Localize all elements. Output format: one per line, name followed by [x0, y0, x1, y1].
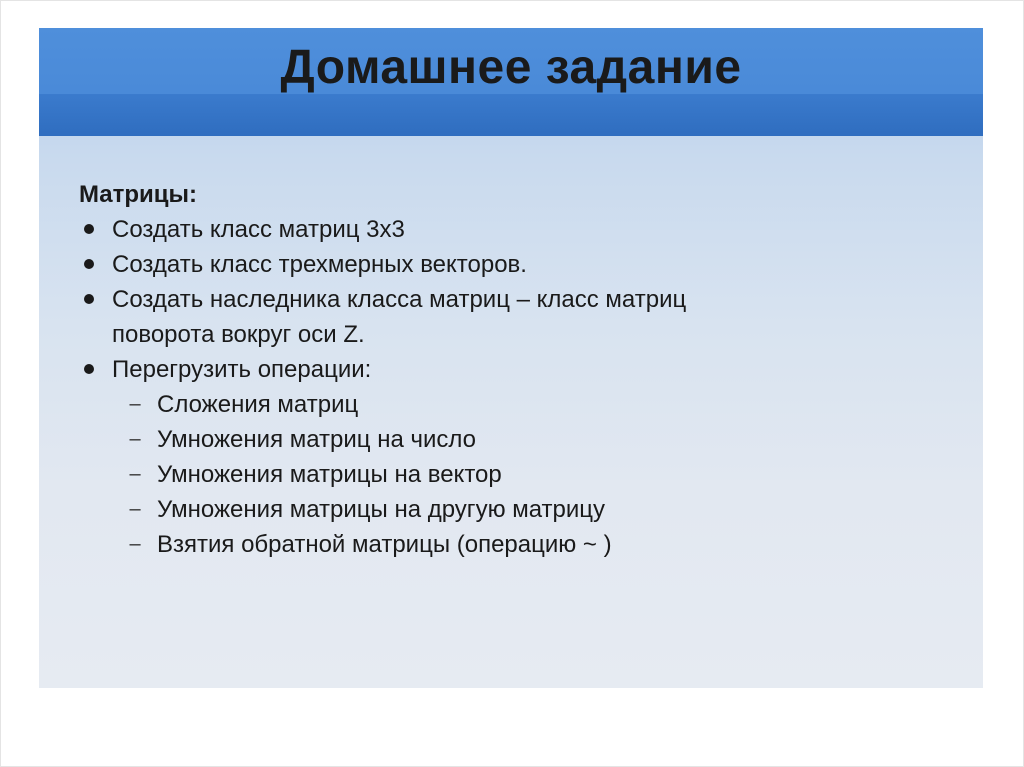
dash-icon: –: [129, 393, 141, 415]
sub-item-text: Умножения матриц на число: [157, 426, 477, 453]
sub-item-text: Умножения матрицы на другую матрицу: [157, 496, 606, 523]
bullet-text: Создать класс трехмерных векторов.: [112, 251, 527, 278]
slide-title: Домашнее задание: [280, 41, 742, 94]
slide-content: [79, 178, 959, 562]
slide: [39, 28, 983, 688]
sub-item: [79, 527, 959, 562]
dash-icon: –: [129, 428, 141, 450]
sub-item-text: Сложения матриц: [157, 391, 359, 418]
section-heading: Матрицы:: [79, 181, 198, 208]
bullet-text: Создать наследника класса матриц – класс матриц: [112, 286, 687, 313]
bullet-item: [79, 212, 959, 247]
bullet-text: Создать класс матриц 3х3: [112, 216, 405, 243]
bullet-item: [79, 247, 959, 282]
sub-item: [79, 422, 959, 457]
bullet-dot-icon: [84, 259, 94, 269]
sub-item: [79, 492, 959, 527]
dash-icon: –: [129, 463, 141, 485]
sub-item: [79, 387, 959, 422]
sub-item-text: Умножения матрицы на вектор: [157, 461, 502, 488]
bullet-item: [79, 282, 959, 352]
title-band-lower: [39, 94, 983, 136]
bullet-dot-icon: [84, 294, 94, 304]
bullet-text-continued: поворота вокруг оси Z.: [112, 321, 365, 348]
sub-list: [79, 387, 959, 562]
bullet-item: [79, 352, 959, 562]
sub-item: [79, 457, 959, 492]
bullet-list: [79, 212, 959, 562]
bullet-text: Перегрузить операции:: [112, 356, 372, 383]
dash-icon: –: [129, 533, 141, 555]
bullet-dot-icon: [84, 364, 94, 374]
sub-item-text: Взятия обратной матрицы (операцию ~ ): [157, 531, 612, 558]
dash-icon: –: [129, 498, 141, 520]
bullet-dot-icon: [84, 224, 94, 234]
